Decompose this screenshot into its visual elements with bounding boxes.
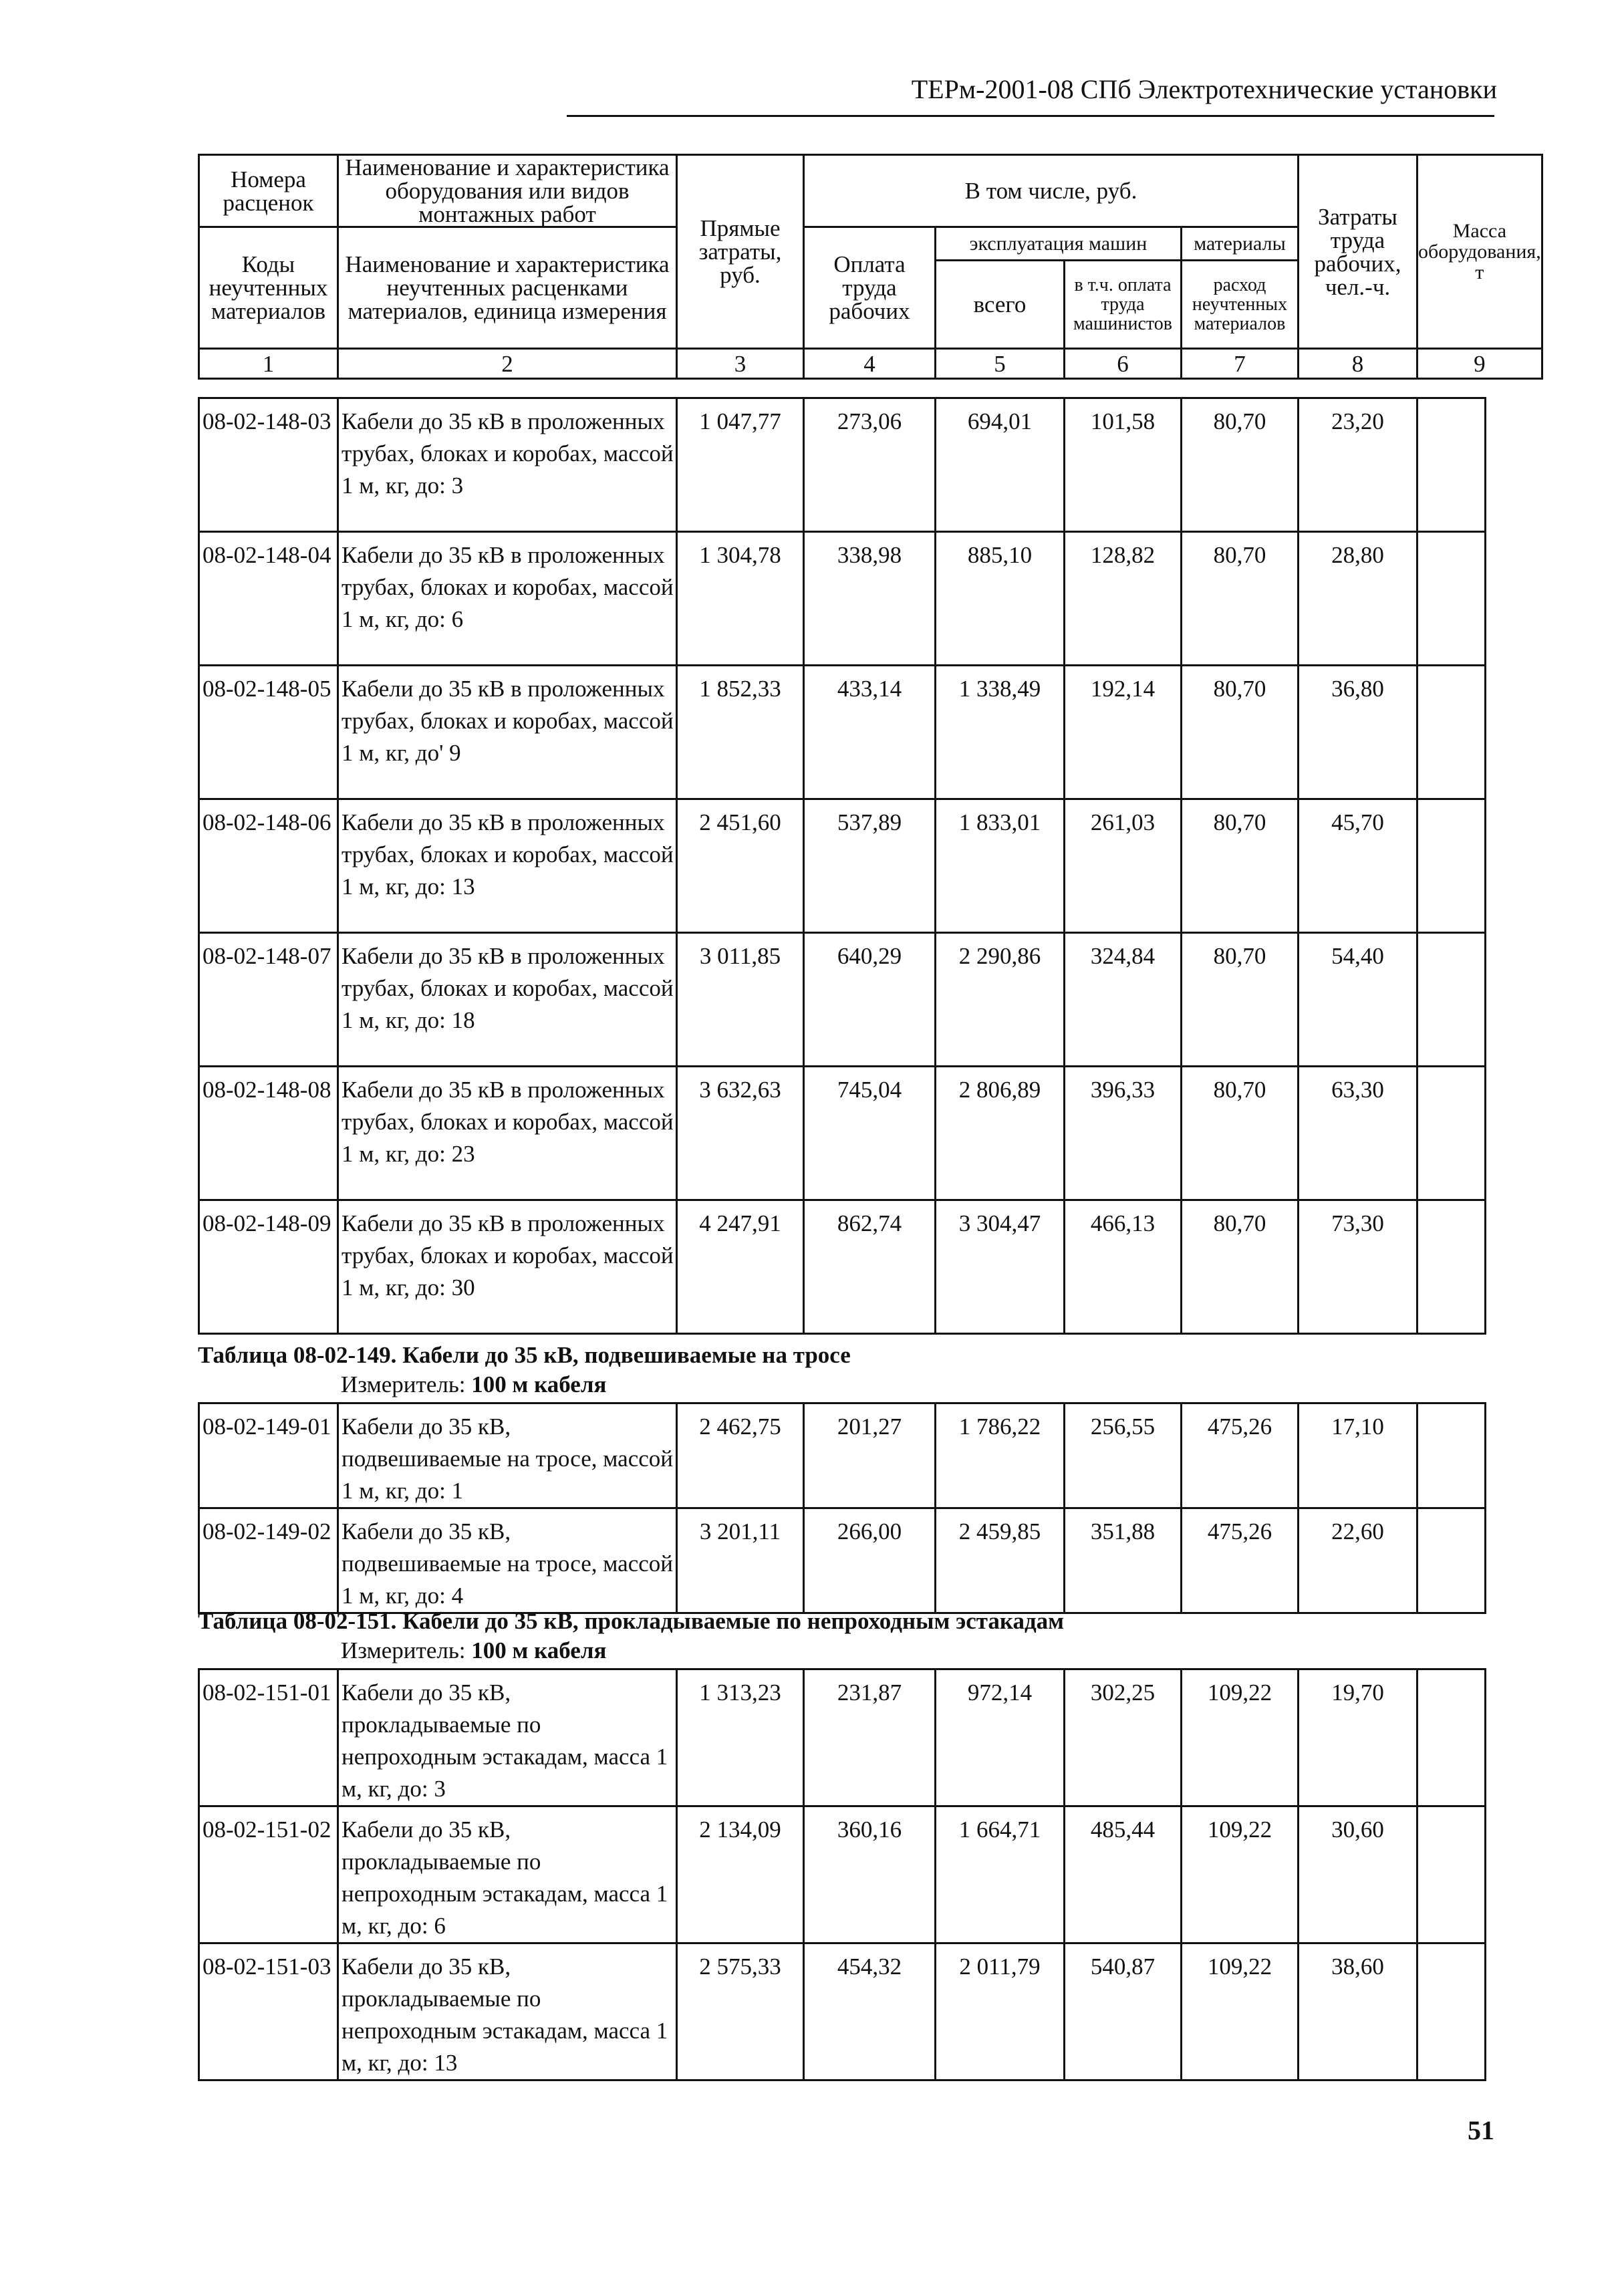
direct-costs: 3 632,63 bbox=[677, 1067, 804, 1200]
rate-name: Кабели до 35 кВ в проложенных трубах, блоках и коробах, массой 1 м, кг, до: 3 bbox=[338, 398, 677, 532]
machine-costs: 2 011,79 bbox=[936, 1943, 1065, 2080]
operator-wages: 324,84 bbox=[1065, 933, 1182, 1067]
column-number: 5 bbox=[936, 349, 1065, 379]
labor-hours: 45,70 bbox=[1299, 799, 1417, 933]
equipment-mass bbox=[1417, 1806, 1486, 1943]
header-direct-costs: Прямые затраты, руб. bbox=[677, 155, 804, 349]
material-costs: 80,70 bbox=[1182, 666, 1299, 799]
header-rule bbox=[567, 115, 1494, 117]
header-including: В том числе, руб. bbox=[804, 155, 1299, 227]
table-row bbox=[199, 1508, 1486, 1613]
column-number: 3 bbox=[677, 349, 804, 379]
machine-costs: 2 290,86 bbox=[936, 933, 1065, 1067]
machine-costs: 972,14 bbox=[936, 1669, 1065, 1806]
labor-hours: 73,30 bbox=[1299, 1200, 1417, 1334]
table-row bbox=[199, 532, 1486, 666]
table-row bbox=[199, 799, 1486, 933]
rate-name: Кабели до 35 кВ в проложенных трубах, блоках и коробах, массой 1 м, кг, до: 23 bbox=[338, 1067, 677, 1200]
rate-name: Кабели до 35 кВ в проложенных трубах, блоках и коробах, массой 1 м, кг, до: 6 bbox=[338, 532, 677, 666]
table-row bbox=[199, 1806, 1486, 1943]
equipment-mass bbox=[1417, 1403, 1486, 1508]
table-148 bbox=[198, 397, 1486, 1335]
labor-hours: 36,80 bbox=[1299, 666, 1417, 799]
operator-wages: 302,25 bbox=[1065, 1669, 1182, 1806]
worker-wages: 201,27 bbox=[804, 1403, 936, 1508]
material-costs: 80,70 bbox=[1182, 799, 1299, 933]
labor-hours: 23,20 bbox=[1299, 398, 1417, 532]
rate-code: 08-02-149-02 bbox=[199, 1508, 338, 1613]
direct-costs: 1 047,77 bbox=[677, 398, 804, 532]
meter-value: 100 м кабеля bbox=[471, 1637, 607, 1663]
table-row bbox=[199, 1200, 1486, 1334]
material-costs: 475,26 bbox=[1182, 1508, 1299, 1613]
rate-name: Кабели до 35 кВ в проложенных трубах, блоках и коробах, массой 1 м, кг, до: 30 bbox=[338, 1200, 677, 1334]
rate-code: 08-02-148-06 bbox=[199, 799, 338, 933]
rate-code: 08-02-148-03 bbox=[199, 398, 338, 532]
direct-costs: 2 575,33 bbox=[677, 1943, 804, 2080]
column-number: 6 bbox=[1065, 349, 1182, 379]
operator-wages: 396,33 bbox=[1065, 1067, 1182, 1200]
equipment-mass bbox=[1417, 666, 1486, 799]
operator-wages: 128,82 bbox=[1065, 532, 1182, 666]
labor-hours: 30,60 bbox=[1299, 1806, 1417, 1943]
meter-label: Измеритель: bbox=[341, 1637, 466, 1663]
rate-name: Кабели до 35 кВ, прокладываемые по непроходным эстакадам, масса 1 м, кг, до: 6 bbox=[338, 1806, 677, 1943]
column-number: 4 bbox=[804, 349, 936, 379]
table-row bbox=[199, 1067, 1486, 1200]
direct-costs: 1 313,23 bbox=[677, 1669, 804, 1806]
direct-costs: 2 451,60 bbox=[677, 799, 804, 933]
equipment-mass bbox=[1417, 1669, 1486, 1806]
rate-code: 08-02-151-01 bbox=[199, 1669, 338, 1806]
direct-costs: 2 462,75 bbox=[677, 1403, 804, 1508]
material-costs: 475,26 bbox=[1182, 1403, 1299, 1508]
header-machines-total: всего bbox=[936, 261, 1065, 349]
machine-costs: 1 833,01 bbox=[936, 799, 1065, 933]
worker-wages: 640,29 bbox=[804, 933, 936, 1067]
labor-hours: 38,60 bbox=[1299, 1943, 1417, 2080]
header-material-name: Наименование и характеристика неучтенных расценками материалов, единица измерения bbox=[338, 227, 677, 349]
operator-wages: 101,58 bbox=[1065, 398, 1182, 532]
direct-costs: 4 247,91 bbox=[677, 1200, 804, 1334]
worker-wages: 338,98 bbox=[804, 532, 936, 666]
direct-costs: 1 304,78 bbox=[677, 532, 804, 666]
machine-costs: 885,10 bbox=[936, 532, 1065, 666]
equipment-mass bbox=[1417, 532, 1486, 666]
equipment-mass bbox=[1417, 1200, 1486, 1334]
header-work-name: Наименование и характеристика оборудования или видов монтажных работ bbox=[338, 155, 677, 227]
machine-costs: 694,01 bbox=[936, 398, 1065, 532]
material-costs: 80,70 bbox=[1182, 1200, 1299, 1334]
material-costs: 109,22 bbox=[1182, 1806, 1299, 1943]
header-rate-numbers: Номера расценок bbox=[199, 155, 338, 227]
labor-hours: 54,40 bbox=[1299, 933, 1417, 1067]
equipment-mass bbox=[1417, 933, 1486, 1067]
material-costs: 80,70 bbox=[1182, 933, 1299, 1067]
rate-name: Кабели до 35 кВ в проложенных трубах, блоках и коробах, массой 1 м, кг, до: 18 bbox=[338, 933, 677, 1067]
header-machine-operation: эксплуатация машин bbox=[936, 227, 1182, 261]
worker-wages: 231,87 bbox=[804, 1669, 936, 1806]
header-equipment-mass: Масса оборудования, т bbox=[1417, 155, 1542, 349]
table-149-meter bbox=[341, 1371, 606, 1398]
labor-hours: 19,70 bbox=[1299, 1669, 1417, 1806]
table-row bbox=[199, 1403, 1486, 1508]
operator-wages: 256,55 bbox=[1065, 1403, 1182, 1508]
rate-name: Кабели до 35 кВ, прокладываемые по непроходным эстакадам, масса 1 м, кг, до: 13 bbox=[338, 1943, 677, 2080]
header-unaccounted-materials: расход неучтенных материалов bbox=[1182, 261, 1299, 349]
worker-wages: 454,32 bbox=[804, 1943, 936, 2080]
table-149-caption: Таблица 08-02-149. Кабели до 35 кВ, подвешиваемые на тросе bbox=[198, 1342, 851, 1368]
rate-code: 08-02-148-07 bbox=[199, 933, 338, 1067]
rate-name: Кабели до 35 кВ, прокладываемые по непроходным эстакадам, масса 1 м, кг, до: 3 bbox=[338, 1669, 677, 1806]
direct-costs: 1 852,33 bbox=[677, 666, 804, 799]
direct-costs: 3 011,85 bbox=[677, 933, 804, 1067]
rate-name: Кабели до 35 кВ, подвешиваемые на тросе, массой 1 м, кг, до: 4 bbox=[338, 1508, 677, 1613]
equipment-mass bbox=[1417, 398, 1486, 532]
rate-code: 08-02-148-04 bbox=[199, 532, 338, 666]
worker-wages: 266,00 bbox=[804, 1508, 936, 1613]
material-costs: 80,70 bbox=[1182, 398, 1299, 532]
equipment-mass bbox=[1417, 1943, 1486, 2080]
header-labor-costs: Затраты труда рабочих, чел.-ч. bbox=[1299, 155, 1417, 349]
table-row bbox=[199, 666, 1486, 799]
worker-wages: 433,14 bbox=[804, 666, 936, 799]
rate-code: 08-02-148-05 bbox=[199, 666, 338, 799]
machine-costs: 1 786,22 bbox=[936, 1403, 1065, 1508]
column-number: 2 bbox=[338, 349, 677, 379]
table-header bbox=[198, 154, 1543, 380]
rate-name: Кабели до 35 кВ в проложенных трубах, блоках и коробах, массой 1 м, кг, до: 13 bbox=[338, 799, 677, 933]
rate-code: 08-02-151-02 bbox=[199, 1806, 338, 1943]
header-worker-wages: Оплата труда рабочих bbox=[804, 227, 936, 349]
machine-costs: 3 304,47 bbox=[936, 1200, 1065, 1334]
labor-hours: 22,60 bbox=[1299, 1508, 1417, 1613]
machine-costs: 1 338,49 bbox=[936, 666, 1065, 799]
table-row bbox=[199, 1943, 1486, 2080]
labor-hours: 63,30 bbox=[1299, 1067, 1417, 1200]
operator-wages: 192,14 bbox=[1065, 666, 1182, 799]
running-title: ТЕРм-2001-08 СПб Электротехнические установки bbox=[911, 74, 1497, 104]
table-row bbox=[199, 1669, 1486, 1806]
page-number: 51 bbox=[1468, 2115, 1494, 2145]
operator-wages: 540,87 bbox=[1065, 1943, 1182, 2080]
operator-wages: 261,03 bbox=[1065, 799, 1182, 933]
equipment-mass bbox=[1417, 1508, 1486, 1613]
meter-label: Измеритель: bbox=[341, 1371, 466, 1397]
machine-costs: 1 664,71 bbox=[936, 1806, 1065, 1943]
machine-costs: 2 459,85 bbox=[936, 1508, 1065, 1613]
rate-code: 08-02-149-01 bbox=[199, 1403, 338, 1508]
direct-costs: 3 201,11 bbox=[677, 1508, 804, 1613]
rate-code: 08-02-151-03 bbox=[199, 1943, 338, 2080]
material-costs: 80,70 bbox=[1182, 1067, 1299, 1200]
material-costs: 109,22 bbox=[1182, 1943, 1299, 2080]
material-costs: 109,22 bbox=[1182, 1669, 1299, 1806]
column-number: 8 bbox=[1299, 349, 1417, 379]
header-operator-wages: в т.ч. оплата труда машинистов bbox=[1065, 261, 1182, 349]
direct-costs: 2 134,09 bbox=[677, 1806, 804, 1943]
rate-name: Кабели до 35 кВ в проложенных трубах, блоках и коробах, массой 1 м, кг, до' 9 bbox=[338, 666, 677, 799]
operator-wages: 466,13 bbox=[1065, 1200, 1182, 1334]
column-number: 7 bbox=[1182, 349, 1299, 379]
table-151-meter bbox=[341, 1637, 606, 1664]
column-number: 9 bbox=[1417, 349, 1542, 379]
machine-costs: 2 806,89 bbox=[936, 1067, 1065, 1200]
material-costs: 80,70 bbox=[1182, 532, 1299, 666]
worker-wages: 862,74 bbox=[804, 1200, 936, 1334]
operator-wages: 351,88 bbox=[1065, 1508, 1182, 1613]
table-row bbox=[199, 933, 1486, 1067]
worker-wages: 273,06 bbox=[804, 398, 936, 532]
rate-name: Кабели до 35 кВ, подвешиваемые на тросе, массой 1 м, кг, до: 1 bbox=[338, 1403, 677, 1508]
header-materials: материалы bbox=[1182, 227, 1299, 261]
header-material-codes: Коды неучтенных материалов bbox=[199, 227, 338, 349]
worker-wages: 745,04 bbox=[804, 1067, 936, 1200]
meter-value: 100 м кабеля bbox=[471, 1371, 607, 1397]
table-149 bbox=[198, 1402, 1486, 1614]
rate-code: 08-02-148-08 bbox=[199, 1067, 338, 1200]
rate-code: 08-02-148-09 bbox=[199, 1200, 338, 1334]
labor-hours: 17,10 bbox=[1299, 1403, 1417, 1508]
table-row bbox=[199, 398, 1486, 532]
equipment-mass bbox=[1417, 1067, 1486, 1200]
labor-hours: 28,80 bbox=[1299, 532, 1417, 666]
worker-wages: 360,16 bbox=[804, 1806, 936, 1943]
worker-wages: 537,89 bbox=[804, 799, 936, 933]
table-151 bbox=[198, 1668, 1486, 2081]
equipment-mass bbox=[1417, 799, 1486, 933]
column-number: 1 bbox=[199, 349, 338, 379]
operator-wages: 485,44 bbox=[1065, 1806, 1182, 1943]
table-151-caption: Таблица 08-02-151. Кабели до 35 кВ, прокладываемые по непроходным эстакадам bbox=[198, 1608, 1065, 1634]
